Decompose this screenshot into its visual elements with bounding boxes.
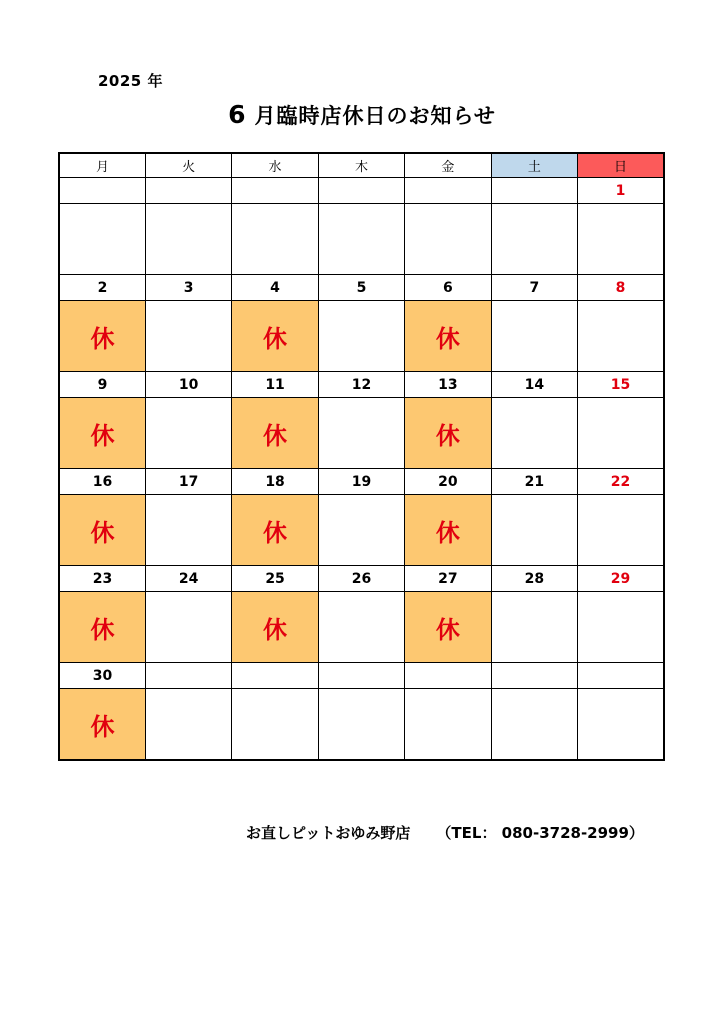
week-number-row <box>59 372 664 398</box>
day-cell <box>578 495 664 566</box>
day-number: 19 <box>318 469 404 495</box>
day-cell <box>318 495 404 566</box>
closed-mark: 休 <box>435 421 460 450</box>
day-cell <box>59 495 145 566</box>
day-cell <box>145 592 231 663</box>
weekday-mon: 月 <box>59 153 145 178</box>
day-cell <box>318 398 404 469</box>
closed-mark: 休 <box>263 324 288 353</box>
year-label: 2025 年 <box>98 72 163 90</box>
day-cell <box>578 301 664 372</box>
closed-mark: 休 <box>90 712 115 741</box>
day-number <box>145 178 231 204</box>
week-number-row <box>59 275 664 301</box>
week-number-row <box>59 178 664 204</box>
week-content-row <box>59 689 664 761</box>
day-number: 20 <box>405 469 491 495</box>
day-cell <box>59 398 145 469</box>
week-number-row <box>59 566 664 592</box>
day-cell <box>232 301 318 372</box>
weekday-header-row <box>59 153 664 178</box>
day-cell <box>578 398 664 469</box>
week-content-row <box>59 398 664 469</box>
day-number: 25 <box>232 566 318 592</box>
day-cell <box>405 592 491 663</box>
day-number <box>491 663 577 689</box>
day-cell <box>232 398 318 469</box>
day-cell <box>318 301 404 372</box>
shop-tel: （TEL： 080-3728-2999） <box>436 824 644 842</box>
closed-mark: 休 <box>435 518 460 547</box>
week-number-row <box>59 469 664 495</box>
page-title <box>0 100 724 130</box>
day-cell <box>318 204 404 275</box>
weekday-tue: 火 <box>145 153 231 178</box>
closed-mark: 休 <box>90 518 115 547</box>
day-cell <box>491 398 577 469</box>
week-content-row <box>59 592 664 663</box>
closed-mark: 休 <box>263 518 288 547</box>
day-number: 2 <box>59 275 145 301</box>
day-cell <box>491 592 577 663</box>
day-number: 21 <box>491 469 577 495</box>
day-number <box>405 178 491 204</box>
day-cell <box>405 204 491 275</box>
day-number: 12 <box>318 372 404 398</box>
day-cell <box>491 495 577 566</box>
closed-mark: 休 <box>90 324 115 353</box>
day-number: 5 <box>318 275 404 301</box>
day-number <box>578 663 664 689</box>
day-number <box>145 663 231 689</box>
day-number: 23 <box>59 566 145 592</box>
day-cell <box>232 204 318 275</box>
day-cell <box>59 204 145 275</box>
closed-mark: 休 <box>263 615 288 644</box>
day-cell <box>145 301 231 372</box>
day-cell <box>491 301 577 372</box>
day-number <box>232 663 318 689</box>
day-number: 14 <box>491 372 577 398</box>
day-cell <box>491 204 577 275</box>
day-cell <box>405 495 491 566</box>
shop-name: お直しピットおゆみ野店 <box>246 824 411 842</box>
day-number: 13 <box>405 372 491 398</box>
day-cell <box>318 689 404 761</box>
day-cell <box>405 689 491 761</box>
day-cell <box>145 689 231 761</box>
day-number: 29 <box>578 566 664 592</box>
day-number: 4 <box>232 275 318 301</box>
day-cell <box>232 592 318 663</box>
day-cell <box>578 592 664 663</box>
day-number: 10 <box>145 372 231 398</box>
day-number <box>405 663 491 689</box>
day-cell <box>59 689 145 761</box>
title-text: 月臨時店休日のお知らせ <box>254 104 496 128</box>
day-number: 24 <box>145 566 231 592</box>
title-month: 6 <box>228 100 247 129</box>
day-number <box>318 178 404 204</box>
weekday-fri: 金 <box>405 153 491 178</box>
day-number: 9 <box>59 372 145 398</box>
day-cell <box>145 398 231 469</box>
day-number: 22 <box>578 469 664 495</box>
day-number: 1 <box>578 178 664 204</box>
day-number: 16 <box>59 469 145 495</box>
day-number <box>59 178 145 204</box>
weekday-wed: 水 <box>232 153 318 178</box>
day-cell <box>145 204 231 275</box>
day-cell <box>578 689 664 761</box>
day-number: 30 <box>59 663 145 689</box>
day-cell <box>491 689 577 761</box>
day-cell <box>232 689 318 761</box>
day-number <box>232 178 318 204</box>
day-number: 27 <box>405 566 491 592</box>
day-cell <box>578 204 664 275</box>
day-number: 7 <box>491 275 577 301</box>
day-cell <box>405 301 491 372</box>
day-cell <box>59 592 145 663</box>
closed-mark: 休 <box>90 615 115 644</box>
weekday-thu: 木 <box>318 153 404 178</box>
day-number: 8 <box>578 275 664 301</box>
day-number: 17 <box>145 469 231 495</box>
day-cell <box>232 495 318 566</box>
day-cell <box>318 592 404 663</box>
day-number: 28 <box>491 566 577 592</box>
day-number <box>491 178 577 204</box>
closed-mark: 休 <box>263 421 288 450</box>
week-content-row <box>59 495 664 566</box>
week-number-row <box>59 663 664 689</box>
day-number: 6 <box>405 275 491 301</box>
closed-mark: 休 <box>435 324 460 353</box>
day-number: 3 <box>145 275 231 301</box>
weekday-sat: 土 <box>491 153 577 178</box>
calendar-table <box>58 152 665 761</box>
day-cell <box>59 301 145 372</box>
day-number: 15 <box>578 372 664 398</box>
day-cell <box>405 398 491 469</box>
week-content-row <box>59 204 664 275</box>
closed-mark: 休 <box>90 421 115 450</box>
weekday-sun: 日 <box>578 153 664 178</box>
calendar-body <box>59 178 664 761</box>
footer <box>246 822 644 843</box>
day-number <box>318 663 404 689</box>
day-number: 26 <box>318 566 404 592</box>
day-number: 11 <box>232 372 318 398</box>
closed-mark: 休 <box>435 615 460 644</box>
day-number: 18 <box>232 469 318 495</box>
day-cell <box>145 495 231 566</box>
week-content-row <box>59 301 664 372</box>
